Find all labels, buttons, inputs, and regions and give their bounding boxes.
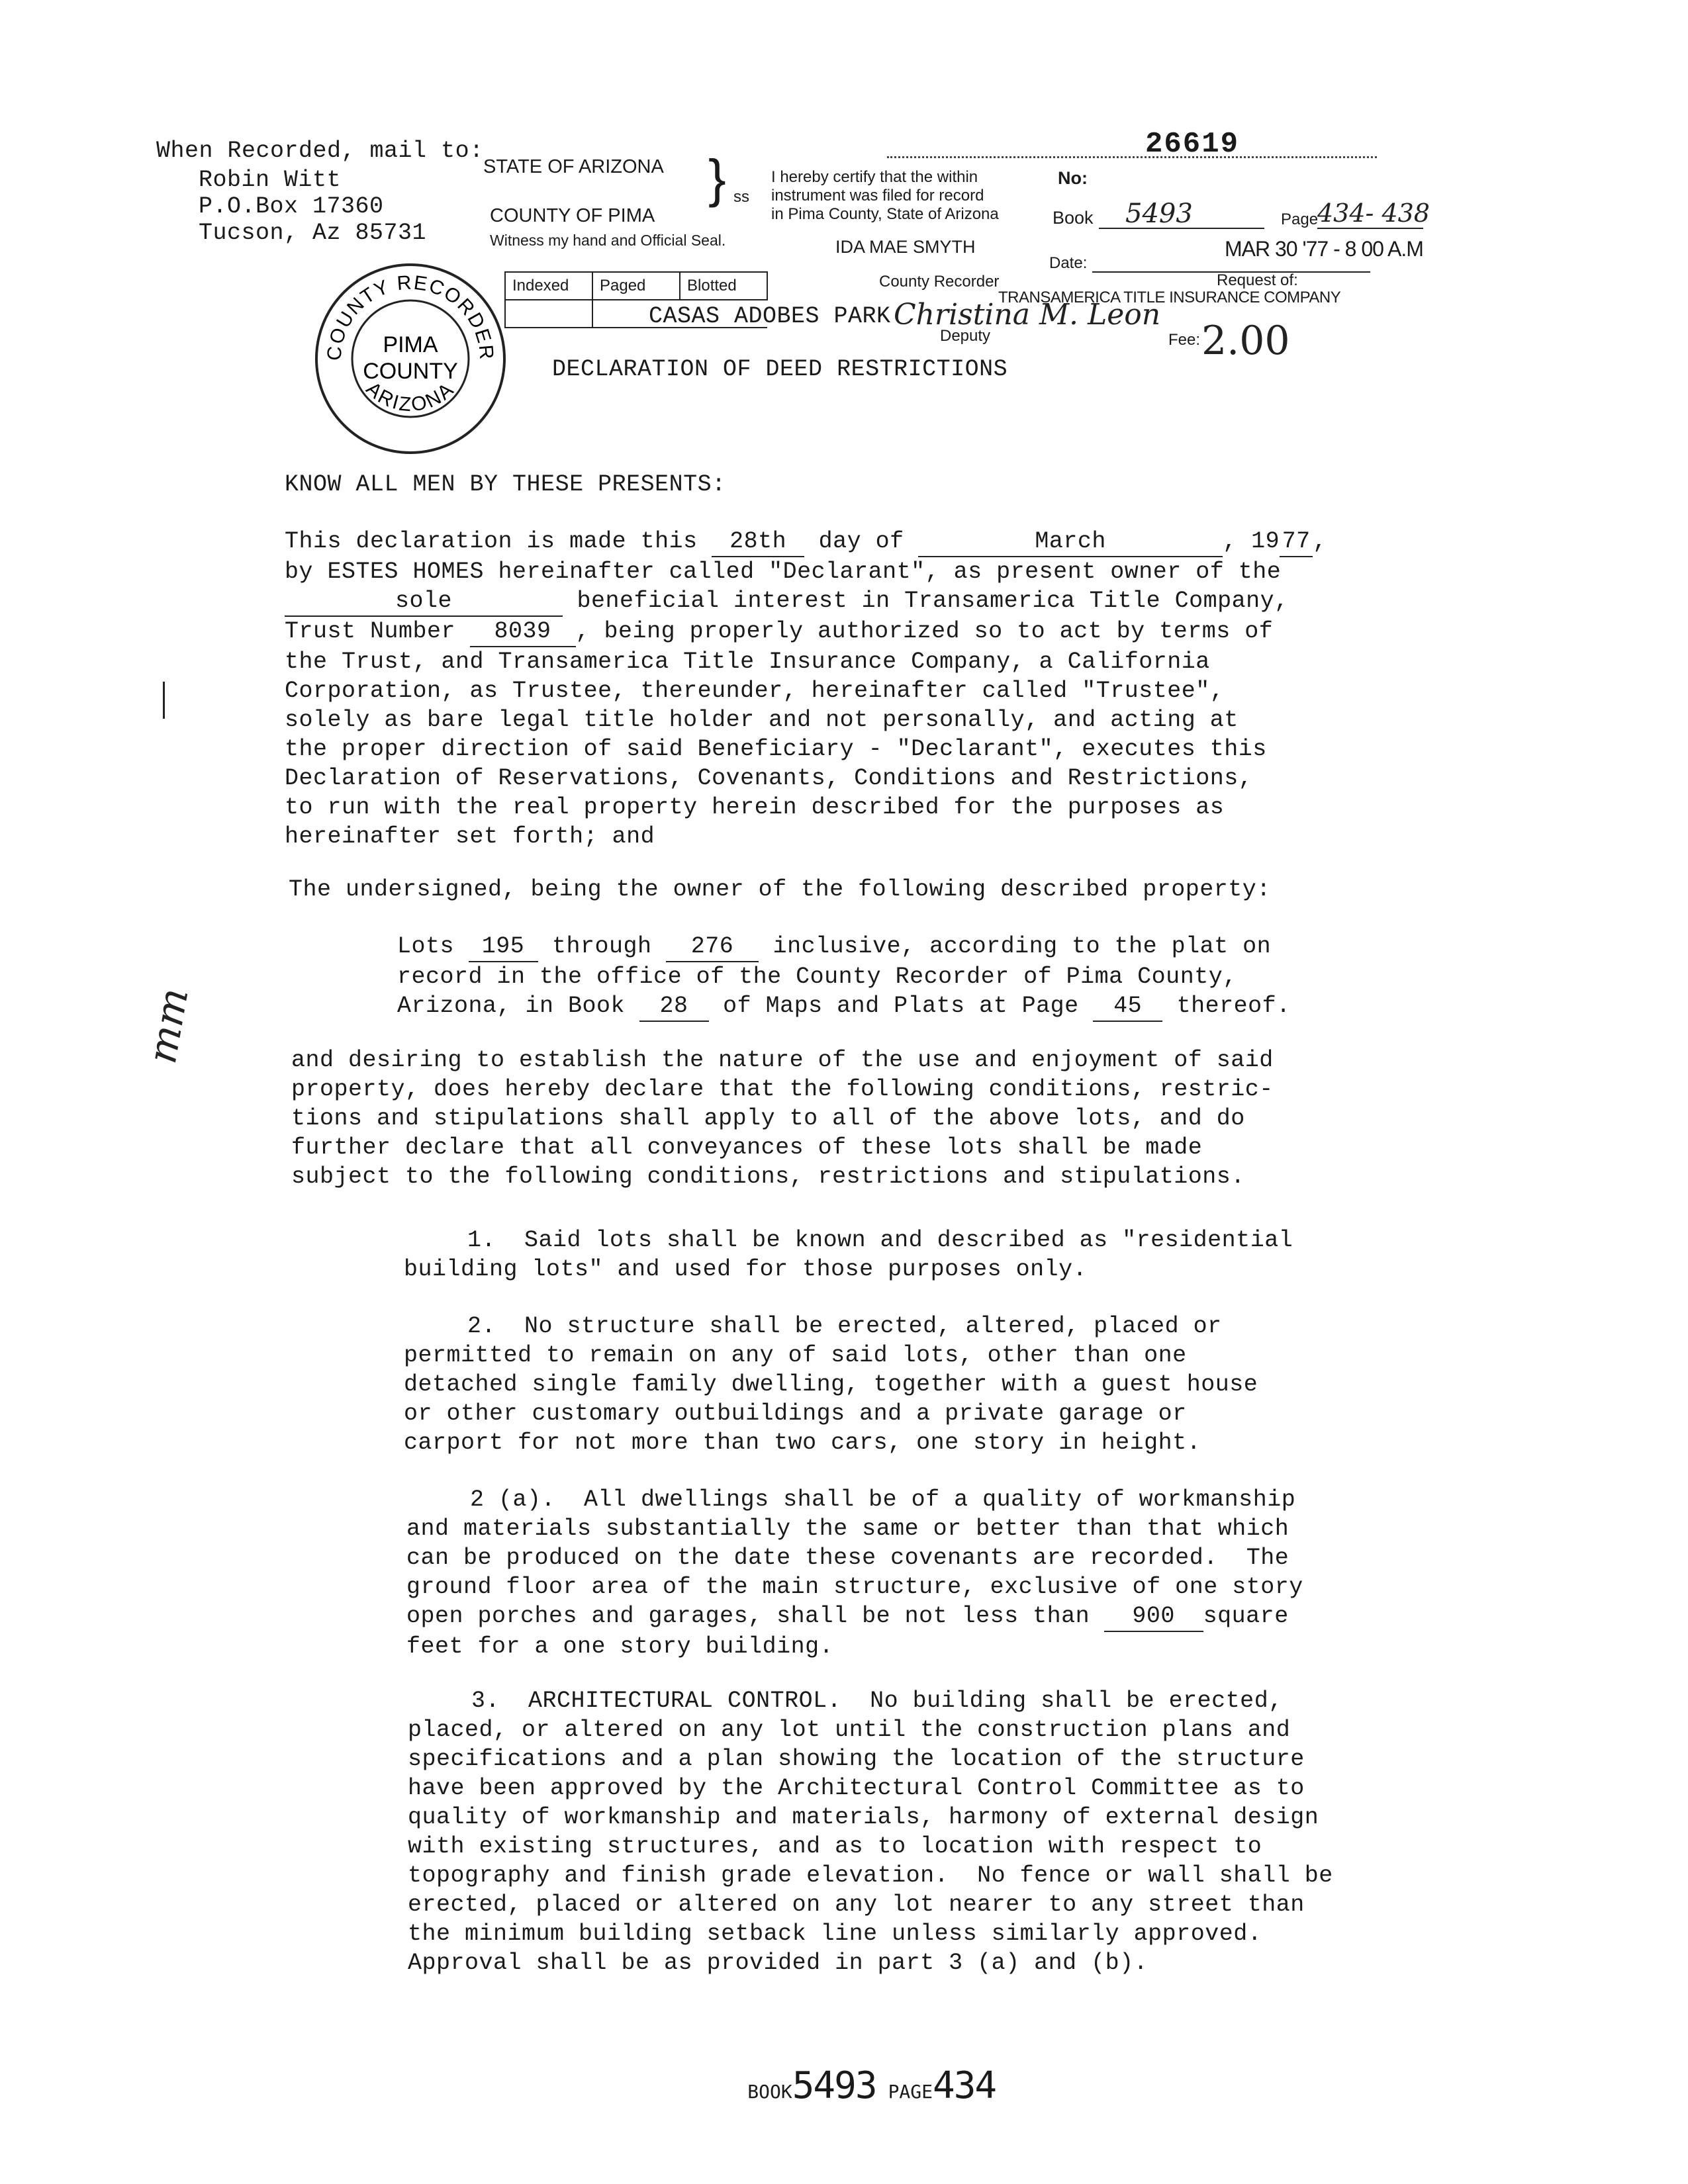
intro-text-a: This declaration is made this [285,528,712,555]
item-2a-line-5 [406,1602,1303,1632]
item-2a [406,1485,1303,1661]
number-label: No: [1058,168,1088,188]
grid-indexed: Indexed [505,272,592,300]
desiring-line-1: and desiring to establish the nature of the use and enjoyment of said [291,1047,1274,1073]
intro-month: March [918,527,1223,557]
item-2-line-3: detached single family dwelling, together with a guest house [404,1371,1258,1398]
item-3-line-5: quality of workmanship and materials, harmony of external design [408,1804,1319,1831]
grid-cell-empty [505,300,592,328]
item-3-line-10: Approval shall be as provided in part 3 (a) and (b). [408,1950,1149,1976]
intro-line-2: by ESTES HOMES hereinafter called "Declarant", as present owner of the [285,559,1282,585]
item-2a-line-1: 2 (a). All dwellings shall be of a quality of workmanship [470,1486,1296,1513]
recorder-name: IDA MAE SMYTH [835,237,976,257]
mail-to-line-1: Robin Witt [199,167,342,193]
desiring-line-5: subject to the following conditions, restrictions and stipulations. [291,1163,1245,1190]
item-3-line-2: placed, or altered on any lot until the construction plans and [408,1717,1291,1743]
deputy-label: Deputy [940,327,991,345]
trust-number: 8039 [470,617,576,647]
page-field-line [1317,228,1423,229]
grid-paged: Paged [592,272,680,300]
intro-text-c: , 19 [1223,528,1280,555]
item-1-line-2: building lots" and used for those purposes only. [404,1256,1088,1283]
request-of-value: TRANSAMERICA TITLE INSURANCE COMPANY [998,289,1341,306]
mail-to-line-3: Tucson, Az 85731 [199,220,427,246]
county-recorder-label: County Recorder [879,273,1000,291]
recorder-seal [311,259,510,458]
lots-text-c: inclusive, according to the plat on [759,933,1272,960]
intro-line-7: solely as bare legal title holder and not personally, and acting at [285,707,1239,733]
item-2a-line-2: and materials substantially the same or better than that which [406,1516,1289,1542]
state-label: STATE OF ARIZONA [483,156,664,177]
footer-book-label: BOOK [747,2081,792,2103]
lot-from: 195 [469,932,538,962]
lots-text-d: Arizona, in Book [397,993,639,1019]
recording-number: 26619 [1145,128,1240,161]
item-2-line-4: or other customary outbuildings and a private garage or [404,1400,1187,1427]
margin-initials: mm [139,984,198,1068]
item-2a-text: open porches and garages, shall be not less than [406,1603,1104,1629]
desiring-line-4: further declare that all conveyances of these lots shall be made [291,1134,1203,1161]
mail-to-heading: When Recorded, mail to: [156,138,484,164]
intro-text-e: beneficial interest in Transamerica Title Company, [563,588,1289,614]
intro-text-g: , being properly authorized so to act by terms of [575,618,1274,645]
plat-page: 45 [1093,991,1162,1022]
intro-interest: sole [285,586,563,617]
request-of-label: Request of: [1217,271,1298,289]
footer-book-number: 5493 [792,2064,876,2107]
intro-line-4 [285,617,1327,647]
witness-label: Witness my hand and Official Seal. [490,232,726,249]
item-3-line-4: have been approved by the Architectural Control Committee as to [408,1775,1305,1801]
grid-blotted: Blotted [680,272,767,300]
intro-line-6: Corporation, as Trustee, thereunder, hereinafter called "Trustee", [285,678,1225,704]
item-3 [408,1686,1333,1978]
item-3-line-8: erected, placed or altered on any lot nearer to any street than [408,1891,1305,1918]
item-2a-line-6: feet for a one story building. [406,1633,834,1660]
seal-center-line-2: COUNTY [363,359,458,384]
mail-to-line-2: P.O.Box 17360 [199,193,384,220]
desiring-line-3: tions and stipulations shall apply to all of the above lots, and do [291,1105,1245,1132]
date-value: MAR 30 '77 - 8 00 A.M [1225,237,1423,261]
undersigned-line: The undersigned, being the owner of the following described property: [289,876,1271,903]
footer-page-label: PAGE [888,2081,933,2103]
intro-line-8: the proper direction of said Beneficiary - "Declarant", executes this [285,736,1267,762]
item-2a-line-3: can be produced on the date these covenants are recorded. The [406,1545,1289,1571]
item-2-line-1: 2. No structure shall be erected, altered, placed or [467,1313,1222,1340]
intro-line-1 [285,527,1327,557]
intro-year: 77 [1280,527,1313,557]
county-label: COUNTY OF PIMA [490,205,655,226]
certify-line-1: I hereby certify that the within [771,168,978,186]
opening-line: KNOW ALL MEN BY THESE PRESENTS: [285,471,726,498]
page-value: 434- 438 [1317,199,1430,228]
lots-paragraph [397,932,1291,1022]
subdivision-name: CASAS ADOBES PARK [649,303,891,330]
desiring-paragraph [291,1046,1274,1191]
certify-line-2: instrument was filed for record [771,187,984,205]
lot-to: 276 [666,932,759,962]
item-3-line-9: the minimum building setback line unless similarly approved. [408,1921,1262,1947]
item-1-line-1: 1. Said lots shall be known and described as "residential [467,1227,1293,1253]
intro-line-10: to run with the real property herein described for the purposes as [285,794,1225,821]
item-3-line-6: with existing structures, and as to location with respect to [408,1833,1262,1860]
min-floor-area: 900 [1104,1602,1203,1632]
book-value: 5493 [1125,199,1193,229]
item-3-line-1: 3. ARCHITECTURAL CONTROL. No building shall be erected, [471,1688,1283,1714]
lots-text-b: through [538,933,667,960]
intro-line-3 [285,586,1327,617]
intro-line-11: hereinafter set forth; and [285,823,655,850]
lots-line-1 [397,932,1291,962]
intro-day: 28th [712,527,804,557]
seal-ring-top: COUNTY RECORDER [323,271,498,362]
item-2a-unit: square [1203,1603,1289,1629]
item-3-line-7: topography and finish grade elevation. No fence or wall shall be [408,1862,1333,1889]
intro-text-f: Trust Number [285,618,470,645]
certify-line-3: in Pima County, State of Arizona [771,205,999,223]
document-title: DECLARATION OF DEED RESTRICTIONS [552,356,1008,383]
footer-book-page [735,2052,996,2107]
date-label: Date: [1049,254,1088,272]
intro-line-9: Declaration of Reservations, Covenants, Conditions and Restrictions, [285,765,1253,792]
item-2-line-2: permitted to remain on any of said lots, other than one [404,1342,1187,1369]
book-label: Book [1053,208,1094,228]
seal-ring-bottom: ARIZONA [361,377,459,416]
footer-page-number: 434 [933,2064,996,2107]
item-2 [404,1312,1258,1457]
lots-text-a: Lots [397,933,469,960]
intro-text-d: , [1313,528,1327,555]
margin-bar [163,682,165,719]
intro-line-5: the Trust, and Transamerica Title Insurance Company, a California [285,649,1210,675]
lots-text-e: of Maps and Plats at Page [708,993,1094,1019]
item-2-line-5: carport for not more than two cars, one story in height. [404,1430,1201,1456]
ss-label: ss [733,188,749,206]
desiring-line-2: property, does hereby declare that the following conditions, restric- [291,1076,1274,1103]
lots-line-3 [397,991,1291,1022]
plat-book: 28 [639,991,709,1022]
lots-text-f: thereof. [1162,993,1291,1019]
seal-center-line-1: PIMA [383,332,438,357]
intro-paragraph [285,527,1327,851]
intro-text-b: day of [804,528,919,555]
fee-value: 2.00 [1201,318,1290,364]
clerk-signature: Christina M. Leon [894,298,1161,332]
page-label: Page [1281,210,1319,228]
leader-line [887,156,1377,158]
item-1 [404,1226,1293,1284]
lots-line-2: record in the office of the County Recorder of Pima County, [397,964,1237,990]
fee-label: Fee: [1168,331,1201,349]
item-2a-line-4: ground floor area of the main structure, exclusive of one story [406,1574,1303,1600]
brace: } [708,149,726,208]
item-3-line-3: specifications and a plan showing the location of the structure [408,1746,1305,1772]
